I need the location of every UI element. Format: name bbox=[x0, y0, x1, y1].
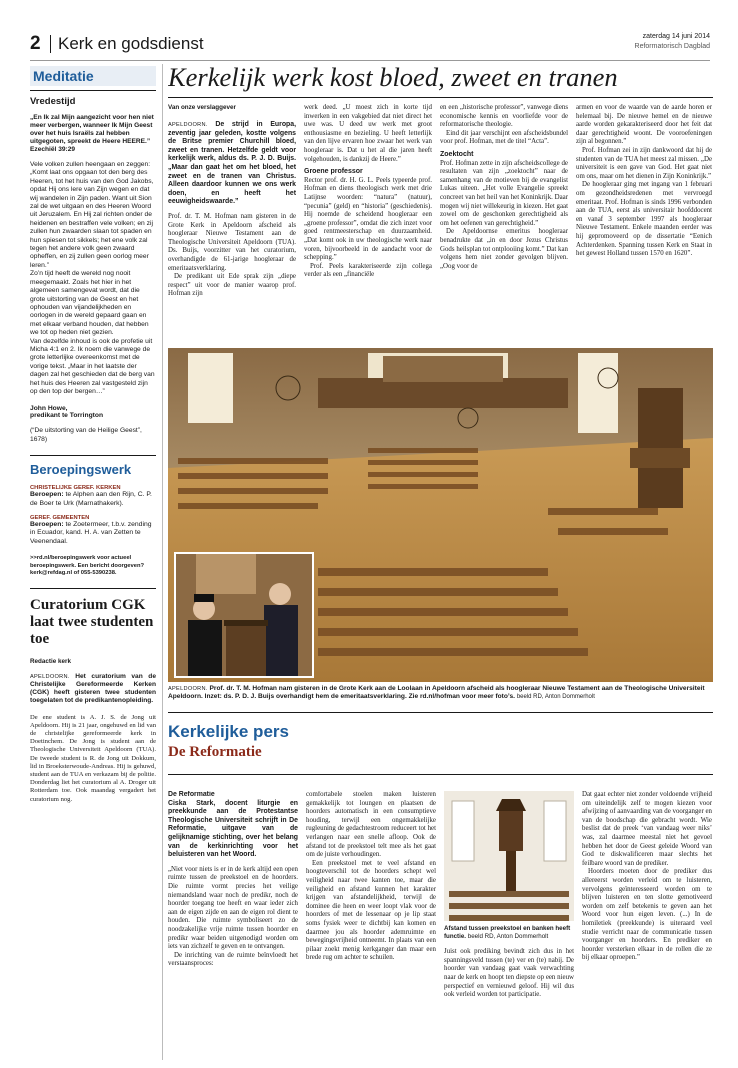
kp-lead: Ciska Stark, docent liturgie en preekkunde aan de Protestantse Theologische Universiteit schrijft in De Reformatie, uitgave van de gelijknamige stichting, over het belang van de kerkinrichting voor het beluisteren van het Woord. bbox=[168, 799, 298, 859]
kp-source: De Reformatie bbox=[168, 744, 262, 760]
main-paragraph: Prof. Hofman zei in zijn dankwoord dat hij de studenten van de TUA het meest zal missen. „De universiteit is een gave van God. Het gaat niet om ons, maar om het dienen in Zijn Koninkrijk.” bbox=[576, 146, 712, 180]
meditatie-body bbox=[30, 161, 156, 396]
main-kicker: APELDOORN. bbox=[168, 122, 208, 128]
main-paragraph: De predikant uit Ede sprak zijn „diepe respect” uit voor de manier waarop prof. Hofman zijn bbox=[168, 273, 296, 298]
meditatie-author-role: predikant te Torrington bbox=[30, 412, 104, 420]
inset-photo bbox=[174, 552, 314, 678]
kp-col-3 bbox=[444, 791, 574, 1061]
pulpit-photo bbox=[444, 791, 574, 921]
main-paragraph: Eind dit jaar verschijnt een afscheidsbundel voor prof. Hofman, met de titel “Acta”. bbox=[440, 129, 568, 146]
kp-col-4 bbox=[582, 791, 712, 1061]
kp-paragraph: Hoorders moeten door de prediker dus allereerst worden verleid om te luisteren, vervolgens geïnteresseerd worden om te blijven luisteren en ten slotte gemotiveerd worden om zelf betekenis te geven aan het Woord voor hun eigen leven. (...) In de homiletiek (preekkunde) is uiteraard veel studie verricht naar de communicatie tussen voorganger en hoorders. En prediker en hoorder versterken elkaar in de rollen die ze bij elkaar oproepen.” bbox=[582, 868, 712, 962]
kp-paragraph: Dat gaat echter niet zonder voldoende vrijheid om uiteindelijk zelf te mogen kiezen voor afwijzing of aanvaarding van de voorganger en van de boodschap die gebracht wordt. Wie beslist dat de preek ‘van vandaag weer niks’ was, zal daarmee meestal niet het gevoel hebben het door de Geest geleide Woord van God te diskwalificeren maar slechts het feilbare woord van de prediker. bbox=[582, 791, 712, 867]
main-caption bbox=[168, 685, 713, 707]
caption-kicker: APELDOORN. bbox=[168, 686, 208, 692]
page-number: 2 bbox=[30, 33, 41, 54]
main-paragraph: armen en voor de waarde van de aarde horen er helemaal bij. De nieuwe hemel en de nieuwe aarde worden gekarakteriseerd door het feit dat daar gerechtigheid woont. De vooroefeningen zijn al begonnen.” bbox=[576, 104, 712, 146]
left-column-rule bbox=[162, 64, 163, 1060]
kp-paragraph: Een preekstoel met te veel afstand en hoogteverschil tot de hoorders schept wel veiligheid naar twee kanten toe, maar die veiligheid en afstand kunnen het karakter krijgen van afstandelijkheid, terwijl de dominee die heen en weer loopt vlak voor de hoorders of met de lessenaar op je lip staat soms fysiek weer te dichtbij kan komen en daarmee jou als hoorder ademruimte en bewegingsvrijheid ontneemt. In plaats van een pilaar zoekt menig kerkganger dan maar een brede rug om achter te schuilen. bbox=[306, 859, 436, 962]
curatorium-byline: Redactie kerk bbox=[30, 657, 71, 665]
kp-paragraph: comfortabele stoelen maken luisteren gemakkelijk tot loungen en plaatsen de hoorders automatisch in een consumptieve houding, terwijl een ongemakkelijke rugleuning de gedachtestroom reduceert tot het verlangen naar een snelle afloop. Ook de afstand tot de preekstoel telt mee als het gaat om de juiste verhoudingen. bbox=[306, 791, 436, 859]
beroepingswerk-head: Beroepingswerk bbox=[30, 462, 132, 478]
meditatie-paragraph: Vele volken zullen heengaan en zeggen: „Komt laat ons opgaan tot den berg des Heeren, tot het huis van den God Jakobs, opdat Hij ons lere van Zijn wegen en dat wij wandelen in Zijn paden. Want uit Sion zal de wet uitgaan en des Heeren Woord uit Jeruzalem. En Hij zal richten onder de heidenen en bestraffen vele volken; en zij zullen hun zwaarden slaan tot spaden en hun spiesen tot sikkels; het ene volk zal tegen het andere volk geen zwaard opheffen, en zij zullen geen oorlog meer leren.” bbox=[30, 161, 154, 269]
beroep-denomination: CHRISTELIJKE GEREF. KERKEN bbox=[30, 485, 121, 492]
page-header bbox=[30, 31, 710, 59]
beroep-denomination: GEREF. GEMEENTEN bbox=[30, 515, 90, 521]
main-col-4 bbox=[576, 104, 712, 344]
header-rule bbox=[30, 60, 710, 61]
caption-text: Prof. dr. T. M. Hofman nam gisteren in de Grote Kerk aan de Loolaan in Apeldoorn afscheid als hoogleraar Nieuwe Testament aan de Theologische Universiteit Apeldoorn. Inzet: ds. P. D. J. Buijs overhandigt hem de emeritaatsverklaring. Zie rd.nl/hofman voor meer foto’s. bbox=[168, 685, 705, 701]
main-paragraph: De hoogleraar ging met ingang van 1 februari om gezondheidsredenen met vervroegd emeritaat. Prof. Hofman is sinds 1996 verbonden aan de TUA, eerst als universitair hoofddocent en vanaf 3 september 1997 als hoogleraar Nieuwe Testament. Enkele maanden eerder was hij gepromoveerd op de dissertatie “Eenich Achterdenken. Spanning tussen Kerk en Staat in het gewest Holland tussen 1570 en 1620”. bbox=[576, 181, 712, 258]
left-column bbox=[30, 62, 156, 1062]
kp-paragraph: Juist ook prediking bevindt zich dus in het spanningsveld tussen (te) ver en (te) nabij. De hoorder van vandaag gaat vaak verwachting naar de kerk en hoopt ten diepste op een nieuw perspectief en vernieuwd geloof. Hij wil dus ook verleid worden tot participatie. bbox=[444, 948, 574, 999]
beroepingswerk-footer[interactable]: >>rd.nl/beroepingswerk voor actueel beroepingswerk. Een bericht doorgeven? kerk@refdag.nl of 055-5390238. bbox=[30, 555, 145, 577]
beroep-text: te Alphen aan den Rijn, C. P. de Boer te Urk (Marnathakerk). bbox=[30, 491, 152, 507]
meditatie-title: Vredestijd bbox=[30, 96, 76, 107]
main-article-title: Kerkelijk werk kost bloed, zweet en tranen bbox=[168, 62, 618, 92]
curatorium-lead: Het curatorium van de Christelijke Gereformeerde Kerken (CGK) heeft gisteren twee studenten toegelaten tot de predikantenopleiding. bbox=[30, 672, 156, 705]
main-col-2 bbox=[304, 104, 432, 344]
main-paragraph: Rector prof. dr. H. G. L. Peels typeerde prof. Hofman en diens theologisch werk met drie Latijnse woorden: “natura” (natuur), “pecunia” (geld) en “historia” (geschiedenis). Hij noemde de scheidend hoogleraar een „groene professor”, omdat die zich inzet voor goed rentmeesterschap en duurzaamheid. „Dat komt ook in uw theologische werk naar voren, bijvoorbeeld in de aandacht voor de schepping.” bbox=[304, 176, 432, 262]
kp-paragraph: „Niet voor niets is er in de kerk altijd een open ruimte tussen de preekstoel en de hoorders. Die ruimte vormt precies het veilige niemandsland waar noch de predikr, noch de hoorder toegang toe heeft en waar ieder zich aan de eigen zijde en aan de eigen rol dient te houden. Die ruimte symboliseert zo de noodzakelijke vrije ruimte tussen hoorder en predikr waar beiden uitgenodigd worden om iets van zichzelf te geven en te ontvangen. bbox=[168, 865, 298, 951]
curatorium-lead-wrap bbox=[30, 673, 156, 706]
meditatie-source: (“De uitstorting van de Heilige Geest”, 1678) bbox=[30, 427, 142, 443]
main-paragraph: werk deed. „U moest zich in korte tijd inwerken in een vakgebied dat niet direct het uwe was. U deed uw werk met groot enthousiasme en bezieling. U heeft letterlijk van den lijve ervaren hoe zwaar het werk van hoogleraar is. Dat u het al die jaren heeft volgehouden, is dankzij de Heere.” bbox=[304, 104, 432, 163]
beroep-group bbox=[30, 485, 156, 508]
main-paragraph: Prof. Peels karakteriseerde zijn collega verder als een „financiële bbox=[304, 262, 432, 279]
kp-lead-title: De Reformatie bbox=[168, 791, 215, 798]
kp-title: Kerkelijke pers bbox=[168, 722, 289, 741]
beroep-text: te Zoetermeer, t.b.v. zending in Ecuador, kand. H. A. van Zetten te Veenendaal. bbox=[30, 521, 152, 545]
curatorium-body: De ene student is A. J. S. de Jong uit Apeldoorn. Hij is 21 jaar, ongehuwd en lid van de christelijke gereformeerde kerk in Doetinchem. De Jong is student aan de Theologische Universiteit Apeldoorn (TUA). De tweede student is R. de Jong uit Dokkum, lid in Broeksterwoude-Andreas. Hij is gehuwd, student aan de TUA en verkazam bij de politie. Donderdag liet het curatorium al A. Droger uit Rotterdam toe. Ook maandag vergadert het curatorium nog. bbox=[30, 713, 156, 803]
header-divider bbox=[50, 35, 51, 53]
section-title: Kerk en godsdienst bbox=[58, 34, 204, 53]
meditatie-head: Meditatie bbox=[30, 66, 156, 86]
main-subhead: Zoektocht bbox=[440, 150, 474, 158]
beroep-label: Beroepen: bbox=[30, 491, 64, 499]
inset-photo-illustration bbox=[176, 554, 312, 676]
church-photo bbox=[168, 348, 713, 682]
caption-credit: beeld RD, Anton Dommerholt bbox=[516, 694, 595, 701]
main-col-1 bbox=[168, 104, 296, 344]
meditatie-paragraph: Zo’n tijd heeft de wereld nog nooit meegemaakt. Zoals het hier in het algemeen samengevat wordt, dat die grote uitstorting van de Geest en het ophouden van vijandelijkheden en oorlogen in de wereld gepaard gaan en met elkaar verband houden, dat hebben we tot op heden niet gezien. bbox=[30, 270, 149, 337]
curatorium-kicker: APELDOORN. bbox=[30, 673, 70, 680]
main-paragraph: Prof. Hofman zette in zijn afscheidscollege de resultaten van zijn „zoektocht” naar de samenhang van de motieven bij de evangelist Lukas uiteen. „Het volle Evangelie spreekt concreet van het heil van het Koninkrijk. Daar mogen wij niet willekeurig in kiezen. Het gaat zowel om de geschonken gerechtigheid als om het oefenen van gerechtigheid.” bbox=[440, 159, 568, 227]
kp-col-1 bbox=[168, 791, 298, 1061]
kp-col-2 bbox=[306, 791, 436, 1061]
pulpit-illustration bbox=[444, 791, 574, 921]
kerkelijke-pers-head bbox=[168, 722, 468, 772]
beroep-label: Beroepen: bbox=[30, 521, 64, 528]
main-paragraph: en een „historische professor”, vanwege diens economische kennis en voorliefde voor de reformatorische theologie. bbox=[440, 104, 568, 129]
kp-photo-credit: beeld RD, Anton Dommerholt bbox=[467, 932, 549, 940]
meditatie-paragraph: Van dezelfde inhoud is ook de profetie uit Micha 4:1 en 2. Ik noem die vanwege de grote letterlijke overeenkomst met de vorige tekst. „Maar in het laatste der dagen zal het geschieden dat de berg van het huis des Heeren zal vastgesteld zijn op den top der bergen…” bbox=[30, 337, 155, 395]
main-col-3 bbox=[440, 104, 568, 344]
main-lead: De strijd in Europa, zeventig jaar geleden, kostte volgens de Britse premier Churchill bloed, zweet en tranen. Hetzelfde geldt voor kerkelijk werk, aldus ds. P. J. D. Buijs. „Maar dan gaat het om het bloed, het zweet en de tranen van Christus. Alleen daardoor kunnen we ons werk doen, en heeft het eeuwigheidswaarde.” bbox=[168, 121, 296, 206]
main-paragraph: De Apeldoornse emeritus hoogleraar benadrukte dat „in en door Jezus Christus Gods heilsplan tot ontplooiing komt.” Dat kan volgens hem niet zonder gevolgen blijven. „Oog voor de bbox=[440, 228, 568, 270]
curatorium-body-wrap bbox=[30, 714, 156, 804]
header-date: zaterdag 14 juni 2014 bbox=[642, 33, 710, 40]
beroep-group bbox=[30, 515, 156, 546]
kp-photo-caption: Afstand tussen preekstoel en banken heeft functie. bbox=[444, 925, 571, 940]
meditatie-quote: „En Ik zal Mijn aangezicht voor hen niet meer verbergen, wanneer Ik Mijn Geest over het huis Israëls zal hebben uitgegoten, spreekt de Heere HEERE.” Ezechiël 39:29 bbox=[30, 114, 154, 153]
main-subhead: Groene professor bbox=[304, 168, 363, 176]
kp-paragraph: De inrichting van de ruimte beïnvloedt het verstaansproces: bbox=[168, 951, 298, 968]
header-paper: Reformatorisch Dagblad bbox=[634, 43, 710, 50]
main-paragraph: Prof. dr. T. M. Hofman nam gisteren in de Grote Kerk in Apeldoorn afscheid als hoogleraar Nieuwe Testament aan de Theologische Universiteit Apeldoorn (TUA). Ds. Buijs, voorzitter van het curatorium, overhandigde de 61-jarige hoogleraar de emeritaatsverklaring. bbox=[168, 212, 296, 272]
main-byline: Van onze verslaggever bbox=[168, 104, 236, 111]
meditatie-author: John Howe, bbox=[30, 405, 68, 413]
curatorium-title: Curatorium CGK laat twee studenten toe bbox=[30, 596, 154, 647]
